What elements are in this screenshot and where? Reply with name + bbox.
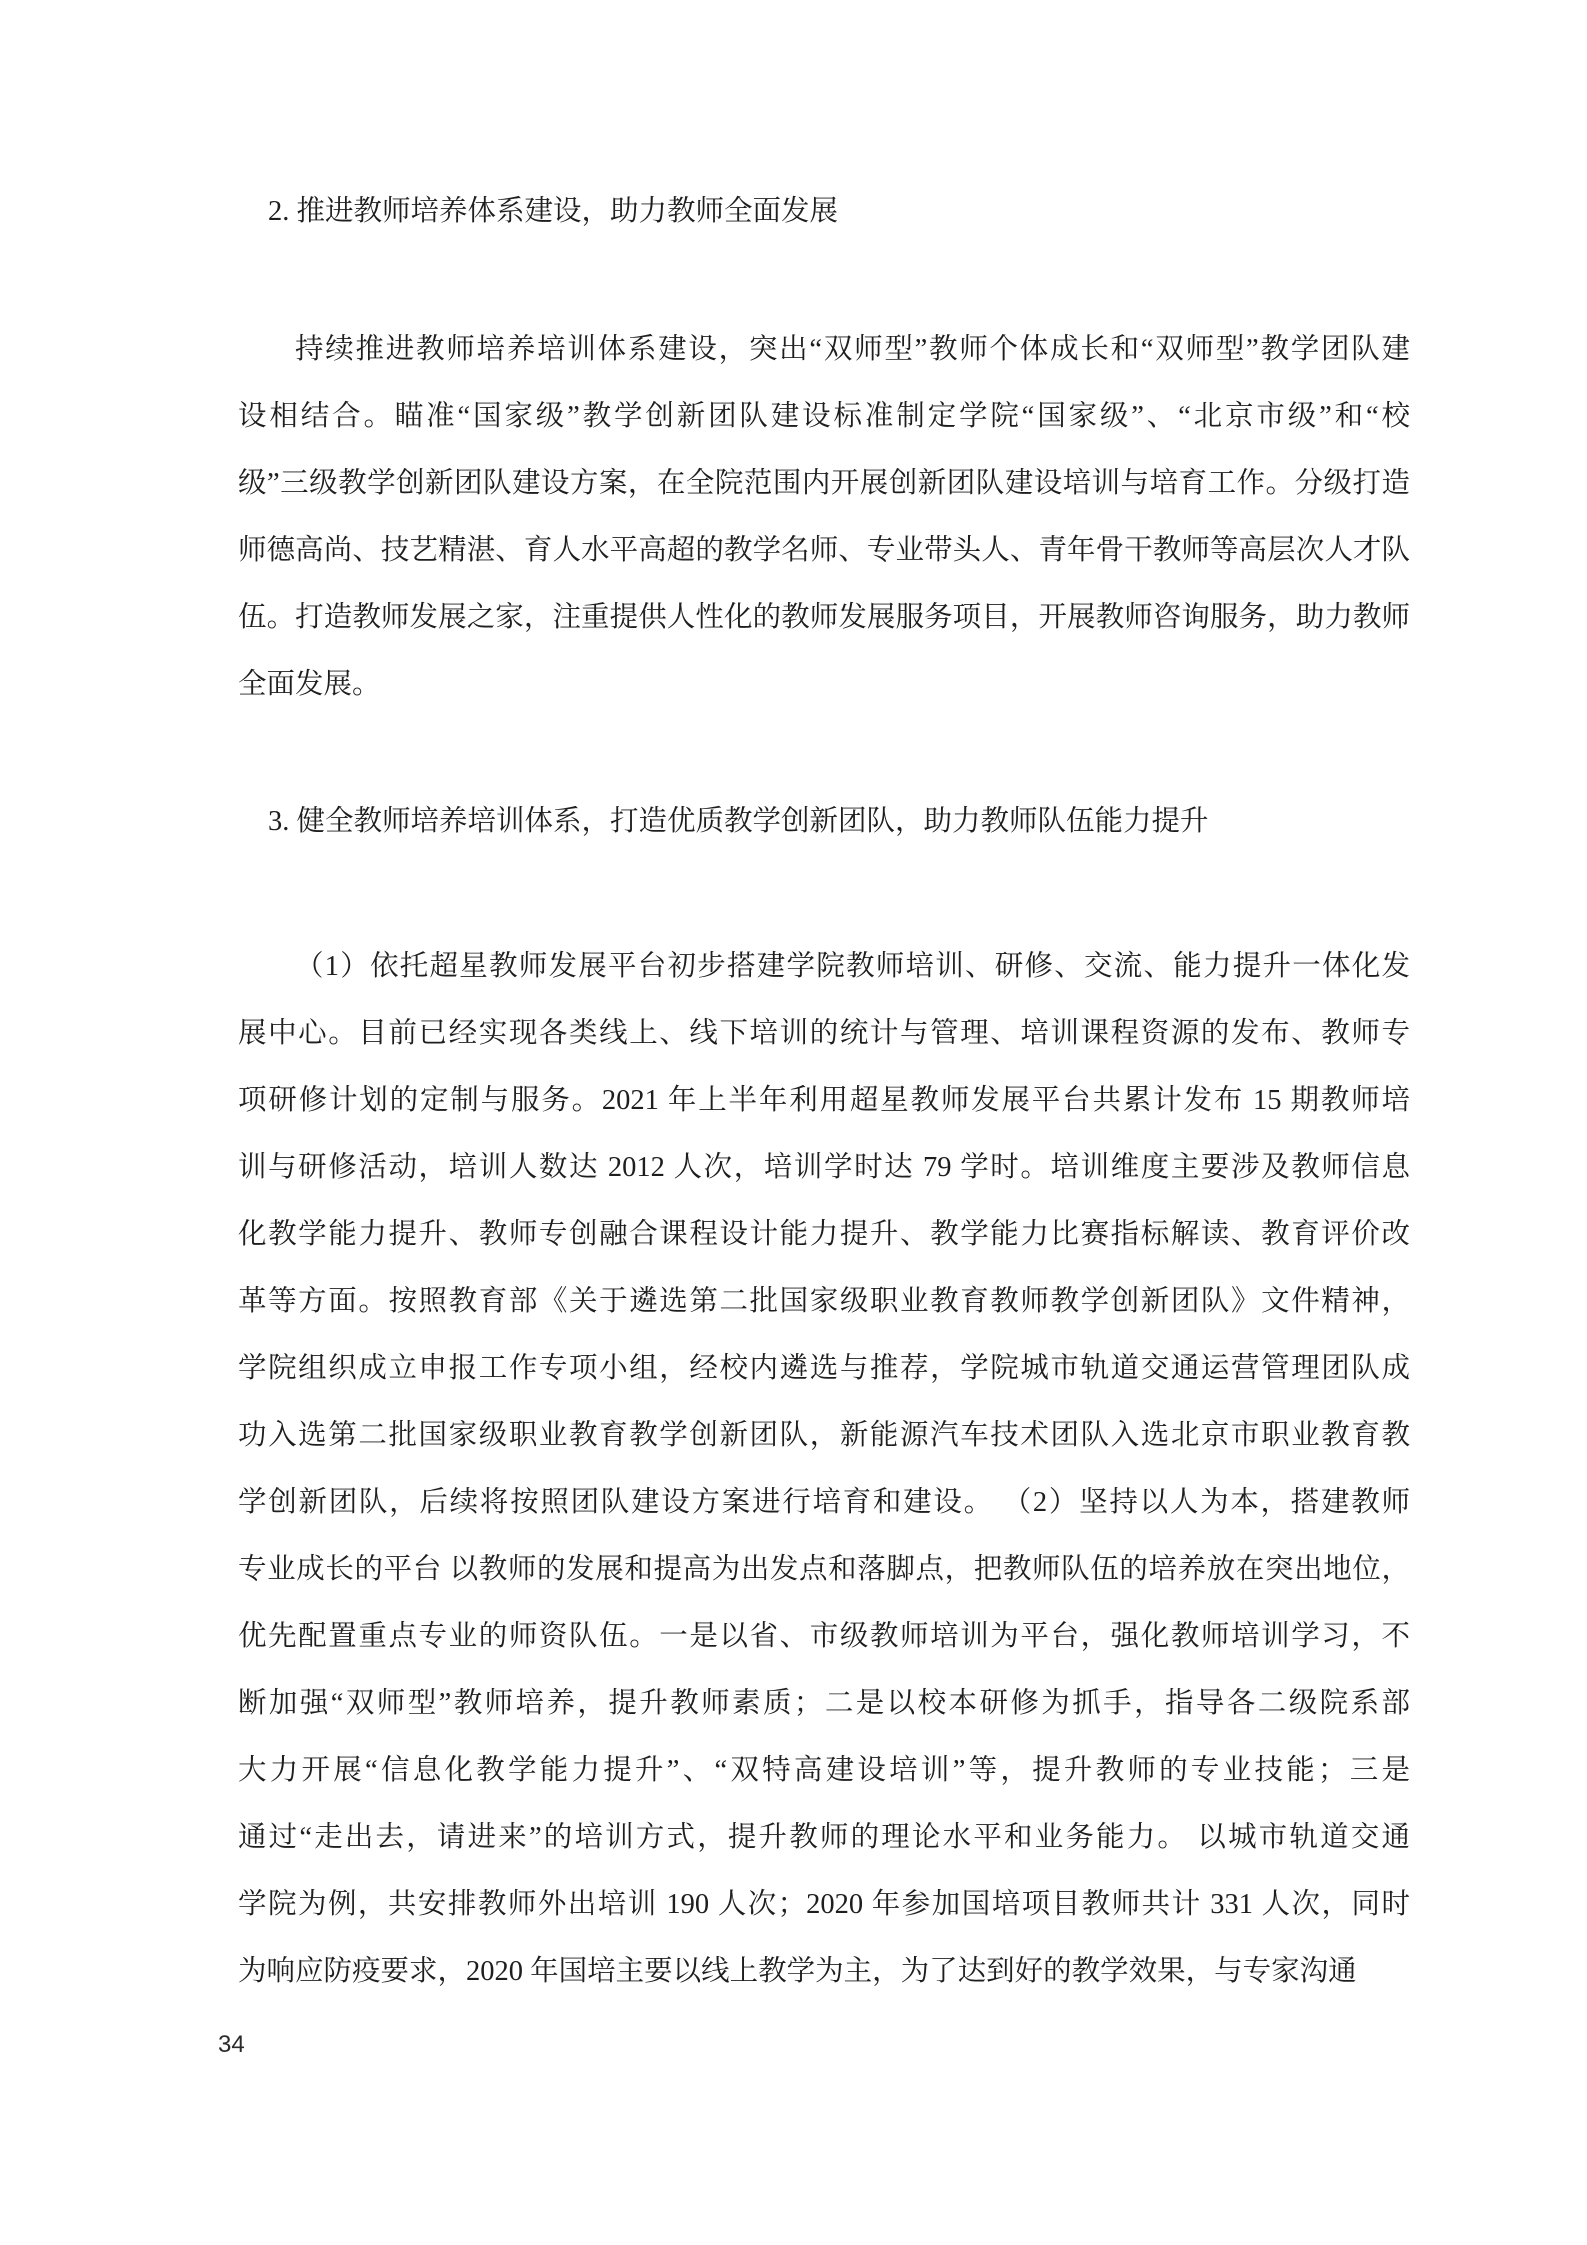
text-line: （1）依托超星教师发展平台初步搭建学院教师培训、研修、交流、能力提升一体化发 <box>295 951 1410 982</box>
text-line: 设相结合。瞄准“国家级”教学创新团队建设标准制定学院“国家级”、“北京市级”和“校 <box>238 401 1410 432</box>
page-number: 34 <box>218 2031 245 2058</box>
text-line: 全面发展。 <box>238 669 381 700</box>
text-line: 专业成长的平台 以教师的发展和提高为出发点和落脚点，把教师队伍的培养放在突出地位， <box>238 1554 1410 1585</box>
text-line: 展中心。目前已经实现各类线上、线下培训的统计与管理、培训课程资源的发布、教师专 <box>238 1018 1410 1049</box>
text-line: 功入选第二批国家级职业教育教学创新团队，新能源汽车技术团队入选北京市职业教育教 <box>238 1420 1410 1451</box>
paragraph-3 <box>238 933 1410 2005</box>
text-line: 持续推进教师培养培训体系建设，突出“双师型”教师个体成长和“双师型”教学团队建 <box>295 334 1410 365</box>
section-heading-3: 3. 健全教师培养培训体系，打造优质教学创新团队，助力教师队伍能力提升 <box>268 806 1209 837</box>
text-line: 项研修计划的定制与服务。2021 年上半年利用超星教师发展平台共累计发布 15 期教师培 <box>238 1085 1410 1116</box>
text-line: 级”三级教学创新团队建设方案，在全院范围内开展创新团队建设培训与培育工作。分级打造 <box>238 468 1410 499</box>
text-line: 师德高尚、技艺精湛、育人水平高超的教学名师、专业带头人、青年骨干教师等高层次人才队 <box>238 535 1410 566</box>
text-line: 断加强“双师型”教师培养，提升教师素质；二是以校本研修为抓手，指导各二级院系部 <box>238 1688 1410 1719</box>
text-line: 大力开展“信息化教学能力提升”、“双特高建设培训”等，提升教师的专业技能；三是 <box>238 1755 1410 1786</box>
text-line: 学院为例，共安排教师外出培训 190 人次；2020 年参加国培项目教师共计 331 人次，同时 <box>238 1889 1410 1920</box>
text-line: 优先配置重点专业的师资队伍。一是以省、市级教师培训为平台，强化教师培训学习，不 <box>238 1621 1410 1652</box>
text-line: 为响应防疫要求，2020 年国培主要以线上教学为主，为了达到好的教学效果，与专家沟通 <box>238 1956 1357 1987</box>
text-line: 革等方面。按照教育部《关于遴选第二批国家级职业教育教师教学创新团队》文件精神， <box>238 1286 1410 1317</box>
text-line: 学创新团队，后续将按照团队建设方案进行培育和建设。 （2）坚持以人为本，搭建教师 <box>238 1487 1410 1518</box>
text-line: 训与研修活动，培训人数达 2012 人次，培训学时达 79 学时。培训维度主要涉及教师信息 <box>238 1152 1410 1183</box>
text-line: 通过“走出去，请进来”的培训方式，提升教师的理论水平和业务能力。 以城市轨道交通 <box>238 1822 1410 1853</box>
text-line: 伍。打造教师发展之家，注重提供人性化的教师发展服务项目，开展教师咨询服务，助力教师 <box>238 602 1410 633</box>
section-heading-2: 2. 推进教师培养体系建设，助力教师全面发展 <box>268 196 839 227</box>
paragraph-2 <box>238 316 1410 718</box>
text-line: 学院组织成立申报工作专项小组，经校内遴选与推荐，学院城市轨道交通运营管理团队成 <box>238 1353 1410 1384</box>
text-line: 化教学能力提升、教师专创融合课程设计能力提升、教学能力比赛指标解读、教育评价改 <box>238 1219 1410 1250</box>
